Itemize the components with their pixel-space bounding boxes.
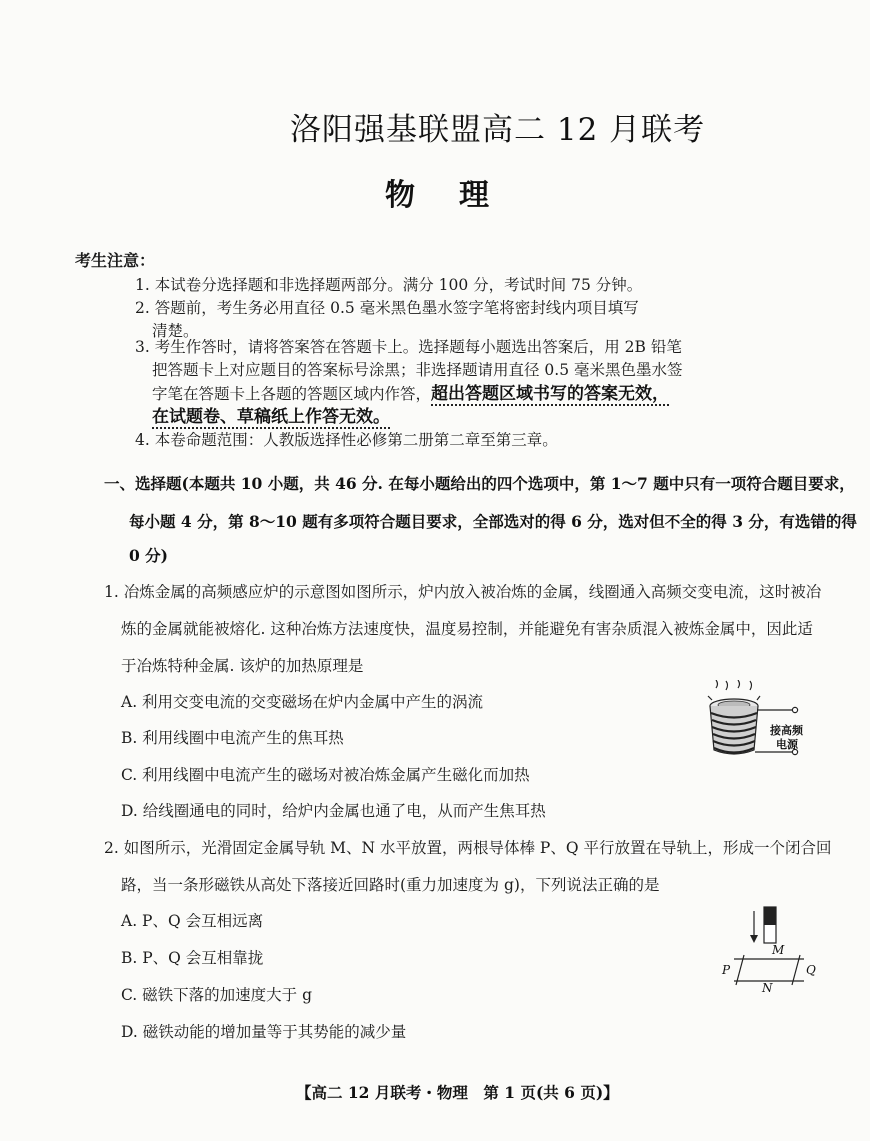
label-n: N (762, 981, 773, 995)
notice-line-2b: 清楚。 (152, 322, 199, 340)
q2-option-b: B. P、Q 会互相靠拢 (121, 949, 264, 967)
notice-line-3c-emphasis: 超出答题区域书写的答案无效， (431, 384, 670, 404)
notice-line-2a: 2. 答题前，考生务必用直径 0.5 毫米黑色墨水签字笔将密封线内项目填写 (135, 299, 639, 317)
page-footer: 【高二 12 月联考・物理 第 1 页(共 6 页)】 (296, 1083, 619, 1102)
notice-line-3a: 3. 考生作答时，请将答案答在答题卡上。选择题每小题选出答案后，用 2B 铅笔 (135, 338, 682, 356)
section-1-line-1: 一、选择题(本题共 10 小题，共 46 分. 在每小题给出的四个选项中，第 1～7 题中只有一项符合题目要求， (104, 474, 855, 493)
label-q: Q (806, 963, 816, 977)
notice-line-4: 4. 本卷命题范围：人教版选择性必修第二册第二章至第三章。 (135, 431, 558, 449)
q2-option-d: D. 磁铁动能的增加量等于其势能的减少量 (121, 1023, 407, 1041)
q1-option-a: A. 利用交变电流的交变磁场在炉内金属中产生的涡流 (121, 693, 484, 711)
q1-option-b: B. 利用线圈中电流产生的焦耳热 (121, 729, 344, 747)
q1-stem-line-2: 炼的金属就能被熔化. 这种冶炼方法速度快，温度易控制，并能避免有害杂质混入被炼金属中，因此适 (121, 620, 813, 638)
q1-stem-line-3: 于冶炼特种金属. 该炉的加热原理是 (121, 657, 364, 675)
notice-line-3c-plain: 字笔在答题卡上各题的答题区域内作答， (152, 385, 432, 403)
q1-stem-line-1: 1. 冶炼金属的高频感应炉的示意图如图所示，炉内放入被冶炼的金属，线圈通入高频交变电流，这时被冶 (104, 583, 822, 601)
notice-heading: 考生注意： (75, 251, 156, 270)
notice-line-3b: 把答题卡上对应题目的答案标号涂黑；非选择题请用直径 0.5 毫米黑色墨水签 (152, 361, 683, 379)
subject-title: 物理 (385, 178, 533, 213)
notice-line-3d-emphasis: 在试题卷、草稿纸上作答无效。 (152, 407, 390, 427)
notice-line-3c (152, 379, 669, 404)
q1-option-c: C. 利用线圈中电流产生的磁场对被冶炼金属产生磁化而加热 (121, 766, 530, 784)
furnace-figure (700, 680, 820, 770)
label-m: M (772, 943, 785, 957)
section-1-line-2: 每小题 4 分，第 8～10 题有多项符合题目要求，全部选对的得 6 分，选对但不全的得 3 分，有选错的得 (129, 512, 857, 531)
furnace-label-2: 电源 (776, 738, 798, 751)
label-p: P (722, 963, 731, 977)
furnace-label-1: 接高频 (770, 724, 803, 737)
exam-title: 洛阳强基联盟高二 12 月联考 (290, 112, 706, 148)
q2-option-a: A. P、Q 会互相远离 (121, 912, 264, 930)
rails-figure (720, 903, 820, 998)
notice-line-1: 1. 本试卷分选择题和非选择题两部分。满分 100 分，考试时间 75 分钟。 (135, 276, 643, 294)
q2-stem-line-1: 2. 如图所示，光滑固定金属导轨 M、N 水平放置，两根导体棒 P、Q 平行放置在导轨上，形成一个闭合回 (104, 839, 832, 857)
q2-stem-line-2: 路，当一条形磁铁从高处下落接近回路时(重力加速度为 g)，下列说法正确的是 (121, 876, 660, 894)
q1-option-d: D. 给线圈通电的同时，给炉内金属也通了电，从而产生焦耳热 (121, 802, 546, 820)
section-1-line-3: 0 分) (129, 546, 169, 565)
q2-option-c: C. 磁铁下落的加速度大于 g (121, 986, 313, 1004)
